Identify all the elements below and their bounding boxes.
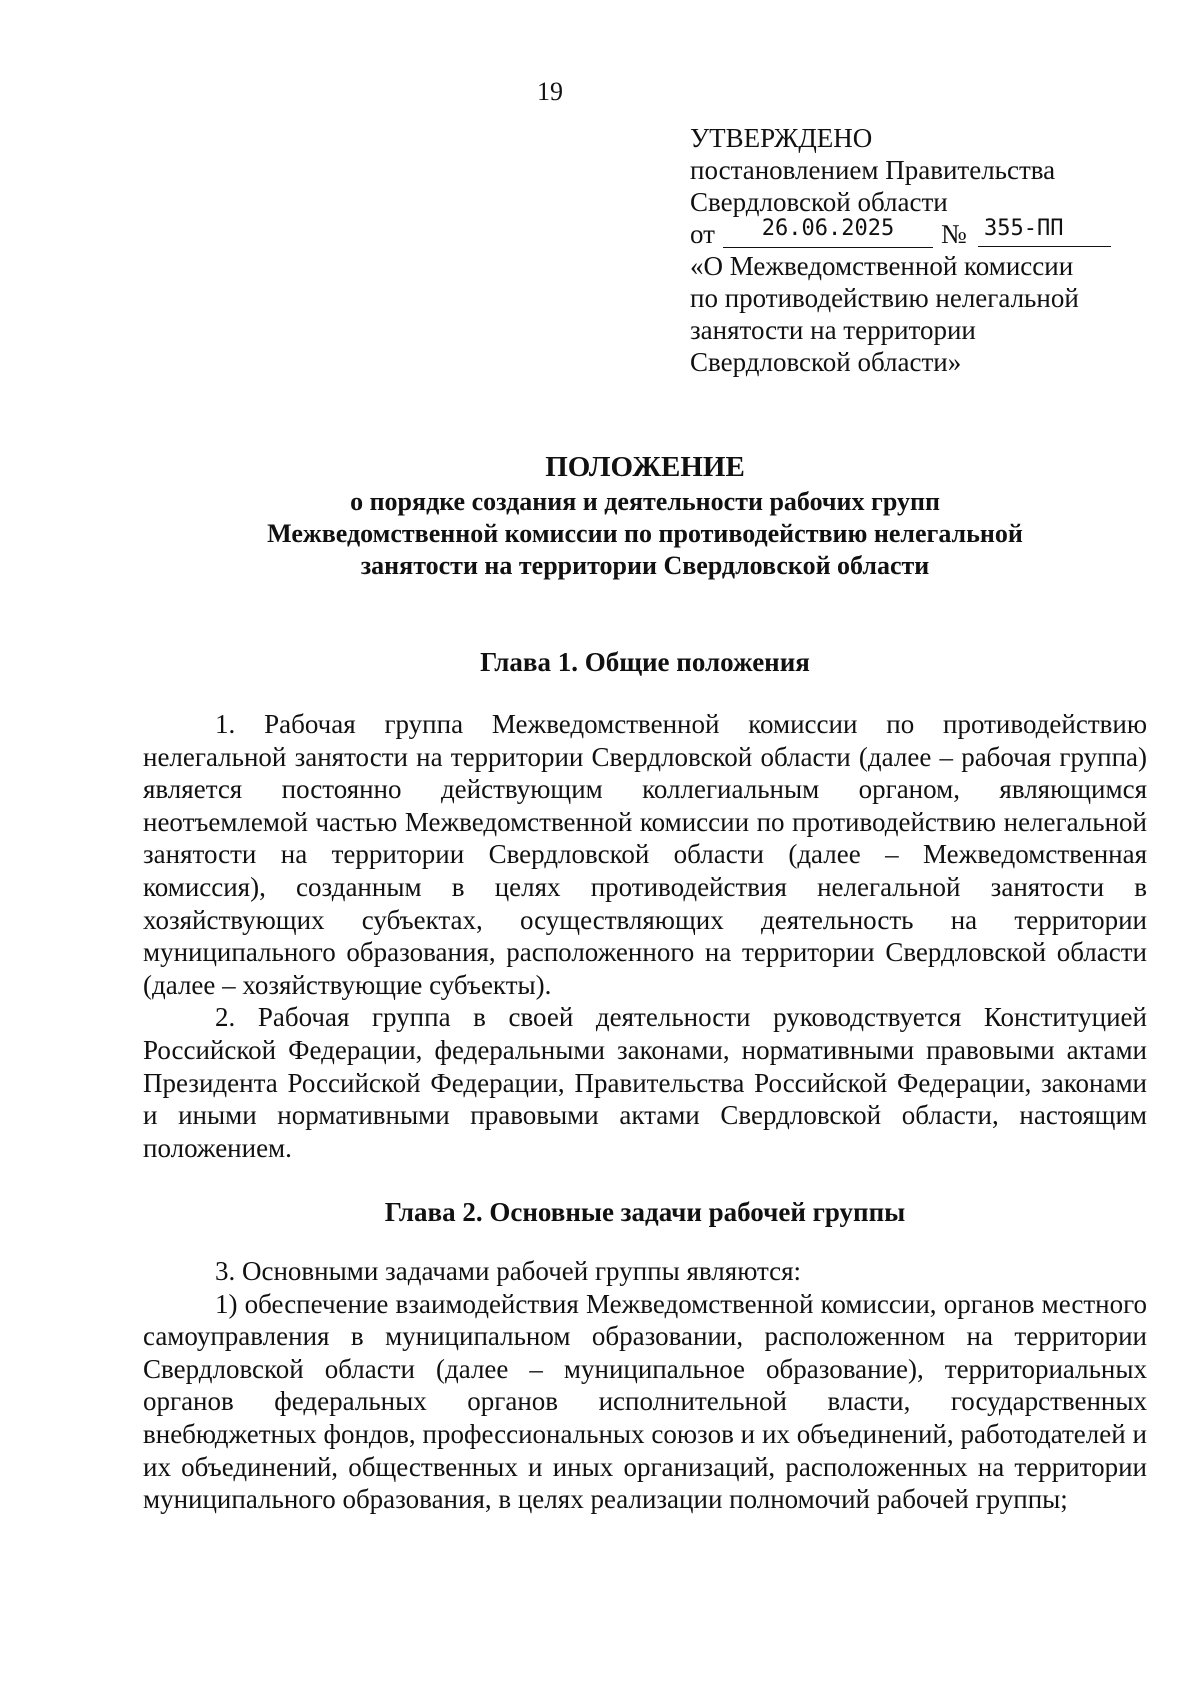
document-title-line-2: Межведомственной комиссии по противодействию нелегальной: [267, 519, 1023, 548]
page-number: 19: [537, 77, 563, 106]
approval-date: 26.06.2025: [723, 218, 933, 248]
approval-date-number-row: [690, 218, 1130, 250]
date-prefix: от: [690, 219, 715, 249]
chapter-1-body: [143, 708, 1147, 1164]
chapter-2-body: [143, 1255, 1147, 1516]
approval-line-1: постановлением Правительства: [690, 155, 1056, 185]
approval-title-line-1: «О Межведомственной комиссии: [690, 251, 1074, 281]
approval-stamp: УТВЕРЖДЕНО: [690, 123, 873, 153]
paragraph-1: 1. Рабочая группа Межведомственной комиссии по противодействию нелегальной занятости на территории Свердловской области (далее – рабочая группа) является постоянно действующим коллегиальным органом, являющимся неотъемлемой частью Межведомственной комиссии по противодействию нелегальной занятости на территории Свердловской области (далее – Межведомственная комиссия), созданным в целях противодействия нелегальной занятости в хозяйствующих субъектах, осуществляющих деятельность на территории муниципального образования, расположенного на территории Свердловской области (далее – хозяйствующие субъекты).: [143, 709, 1147, 1000]
approval-title-line-4: Свердловской области»: [690, 347, 962, 377]
number-sign: №: [941, 219, 967, 249]
approval-line-2: Свердловской области: [690, 187, 948, 217]
approval-title-line-2: по противодействию нелегальной: [690, 283, 1079, 313]
approval-title-line-3: занятости на территории: [690, 315, 976, 345]
chapter-2-title: Глава 2. Основные задачи рабочей группы: [384, 1197, 906, 1227]
document-title-line-3: занятости на территории Свердловской области: [360, 551, 930, 580]
approval-number: 355-ПП: [978, 218, 1111, 247]
document-title: [140, 448, 1150, 582]
paragraph-3-item-1: 1) обеспечение взаимодействия Межведомственной комиссии, органов местного самоуправления в муниципальном образовании, расположенном на территории Свердловской области (далее – муниципальное образование), территориальных органов федеральных органов исполнительной власти, государственных внебюджетных фондов, профессиональных союзов и их объединений, работодателей и их объединений, общественных и иных организаций, расположенных на территории муниципального образования, в целях реализации полномочий рабочей группы;: [143, 1288, 1147, 1515]
paragraph-2: 2. Рабочая группа в своей деятельности руководствуется Конституцией Российской Федерации, федеральными законами, нормативными правовыми актами Президента Российской Федерации, Правительства Российской Федерации, законами и иными нормативными правовыми актами Свердловской области, настоящим положением.: [143, 1002, 1147, 1163]
approval-block: [690, 122, 1130, 378]
document-title-line-1: о порядке создания и деятельности рабочих групп: [350, 487, 940, 516]
document-title-main: ПОЛОЖЕНИЕ: [545, 451, 745, 483]
paragraph-3: 3. Основными задачами рабочей группы являются:: [215, 1256, 802, 1286]
chapter-1-title: Глава 1. Общие положения: [480, 647, 810, 677]
